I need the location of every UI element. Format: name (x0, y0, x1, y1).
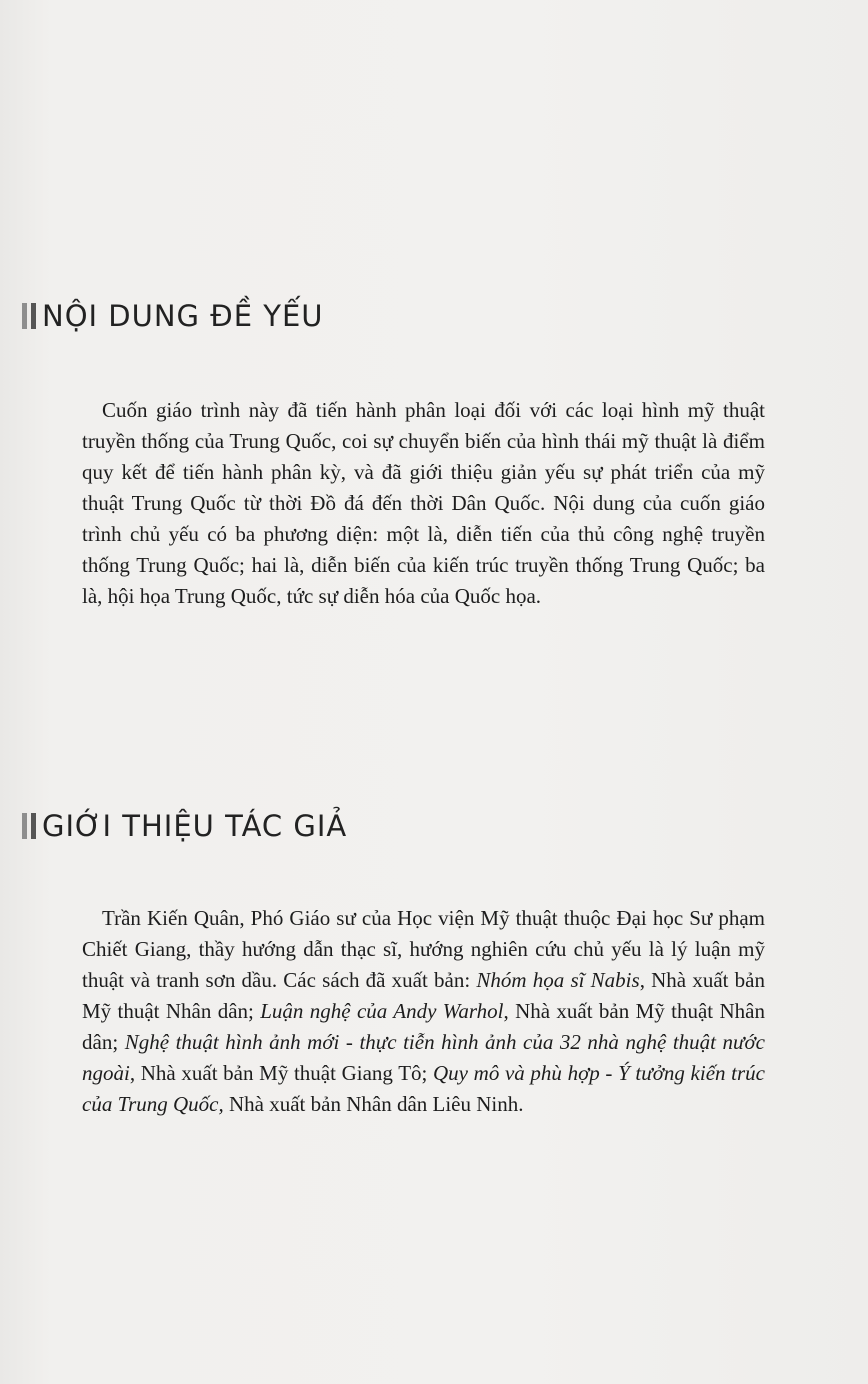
book-title: Quy mô và phù hợp - Ý tưởng kiến trúc của Trung Quốc, (82, 1061, 765, 1116)
author-text-segment: Trần Kiến Quân, Phó Giáo sư của Học viện Mỹ thuật thuộc Đại học Sư phạm Chiết Giang, thầy hướng dẫn thạc sĩ, hướng nghiên cứu chủ yếu là lý luận mỹ thuật và tranh sơn dầu. Các sách đã xuất bản: (82, 906, 765, 992)
summary-paragraph: Cuốn giáo trình này đã tiến hành phân loại đối với các loại hình mỹ thuật truyền thống của Trung Quốc, coi sự chuyển biến của hình thái mỹ thuật là điểm quy kết để tiến hành phân kỳ, và đã giới thiệu giản yếu sự phát triển của mỹ thuật Trung Quốc từ thời Đồ đá đến thời Dân Quốc. Nội dung của cuốn giáo trình chủ yếu có ba phương diện: một là, diễn tiến của thủ công nghệ truyền thống Trung Quốc; hai là, diễn biến của kiến trúc truyền thống Trung Quốc; ba là, hội họa Trung Quốc, tức sự diễn hóa của Quốc họa. (82, 398, 765, 608)
section-heading-author (22, 806, 347, 846)
author-text-segment: , Nhà xuất bản Mỹ thuật Nhân dân; (82, 968, 765, 1023)
author-text-segment: Nhà xuất bản Nhân dân Liêu Ninh. (223, 1092, 524, 1116)
heading-bar-marker-icon (22, 813, 36, 839)
heading-bar-marker-icon (22, 303, 36, 329)
author-text-segment: , Nhà xuất bản Mỹ thuật Nhân dân; (82, 999, 765, 1054)
section-title: GIỚI THIỆU TÁC GIẢ (42, 809, 348, 843)
book-title: Nghệ thuật hình ảnh mới - thực tiễn hình ảnh của 32 nhà nghệ thuật nước ngoài (82, 1030, 766, 1085)
author-text-segment: , Nhà xuất bản Mỹ thuật Giang Tô; (129, 1061, 434, 1085)
book-title: Nhóm họa sĩ Nabis (476, 968, 640, 992)
section-heading-summary (22, 296, 324, 336)
book-title: Luận nghệ của Andy Warhol (260, 999, 504, 1023)
section-title: NỘI DUNG ĐỀ YẾU (42, 299, 324, 333)
author-paragraph (82, 903, 765, 1120)
